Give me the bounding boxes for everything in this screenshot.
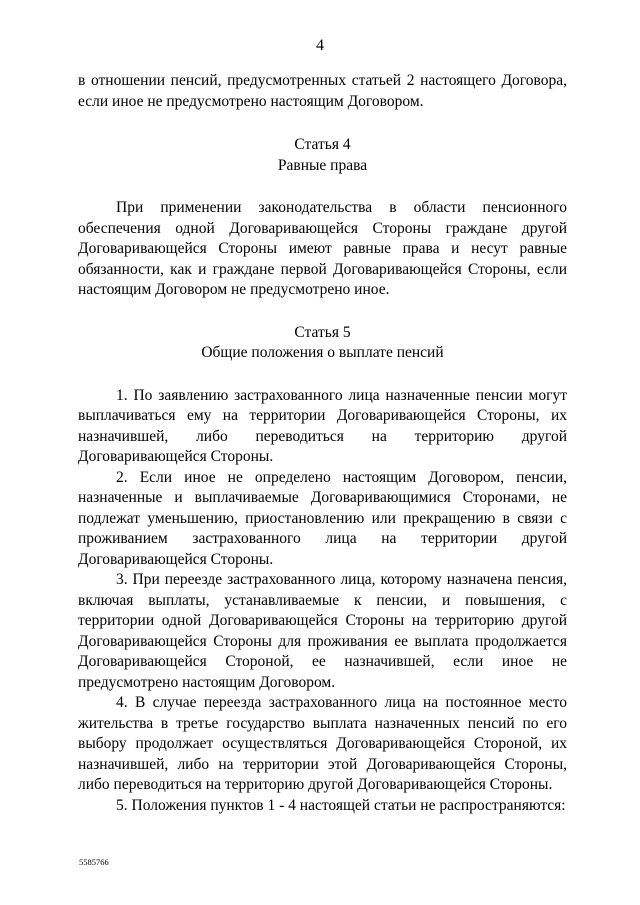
spacer [78,176,567,198]
article5-title: Статья 5 [294,323,351,341]
spacer [78,301,567,323]
spacer [78,364,567,386]
page-number: 4 [316,37,324,54]
article5-item-1: 1. По заявлению застрахованного лица назначенные пенсии могут выплачиваться ему на территории Договаривающейся Стороны, их назначившей, либо переводиться на территорию другой Договаривающейся Стороны. [78,386,567,465]
article5-item-2: 2. Если иное не определено настоящим Договором, пенсии, назначенные и выплачиваемые Договаривающимися Сторонами, не подлежат уменьшению, приостановлению или прекращению в связи с проживанием застрахованного лица на территории другой Договаривающейся Стороны. [78,468,567,568]
article5-item-4: 4. В случае переезда застрахованного лица на постоянное место жительства в третье государство выплата назначенных пенсий по его выбору продолжает осуществляться Договаривающейся Стороной, их назначившей, либо на территории этой Договаривающейся Стороны, либо переводиться на территорию другой Договаривающейся Стороны. [78,694,567,793]
document-code: 5585766 [79,857,109,867]
document-body [78,71,567,816]
spacer [78,112,567,135]
article4-subtitle: Равные права [277,156,368,174]
article4-paragraph: При применении законодательства в области пенсионного обеспечения одной Договаривающейся Стороны граждане другой Договаривающейся Стороны имеют равные права и несут равные обязанности, как и граждане первой Договаривающейся Стороны, если настоящим Договором не предусмотрено иное. [78,199,567,298]
article5-item-5: 5. Положения пунктов 1 - 4 настоящей статьи не распространяются: [116,796,566,814]
article5-item-3: 3. При переезде застрахованного лица, которому назначена пенсия, включая выплаты, устанавливаемые к пенсии, и повышения, с территории одной Договаривающейся Стороны на территорию другой Договаривающейся Стороны для проживания ее выплата продолжается Договаривающейся Стороной, ее назначившей, если иное не предусмотрено настоящим Договором. [78,571,567,691]
intro-paragraph: в отношении пенсий, предусмотренных статьей 2 настоящего Договора, если иное не предусмотрено настоящим Договором. [78,72,567,110]
article4-title: Статья 4 [294,136,351,153]
article5-subtitle: Общие положения о выплате пенсий [201,344,444,361]
